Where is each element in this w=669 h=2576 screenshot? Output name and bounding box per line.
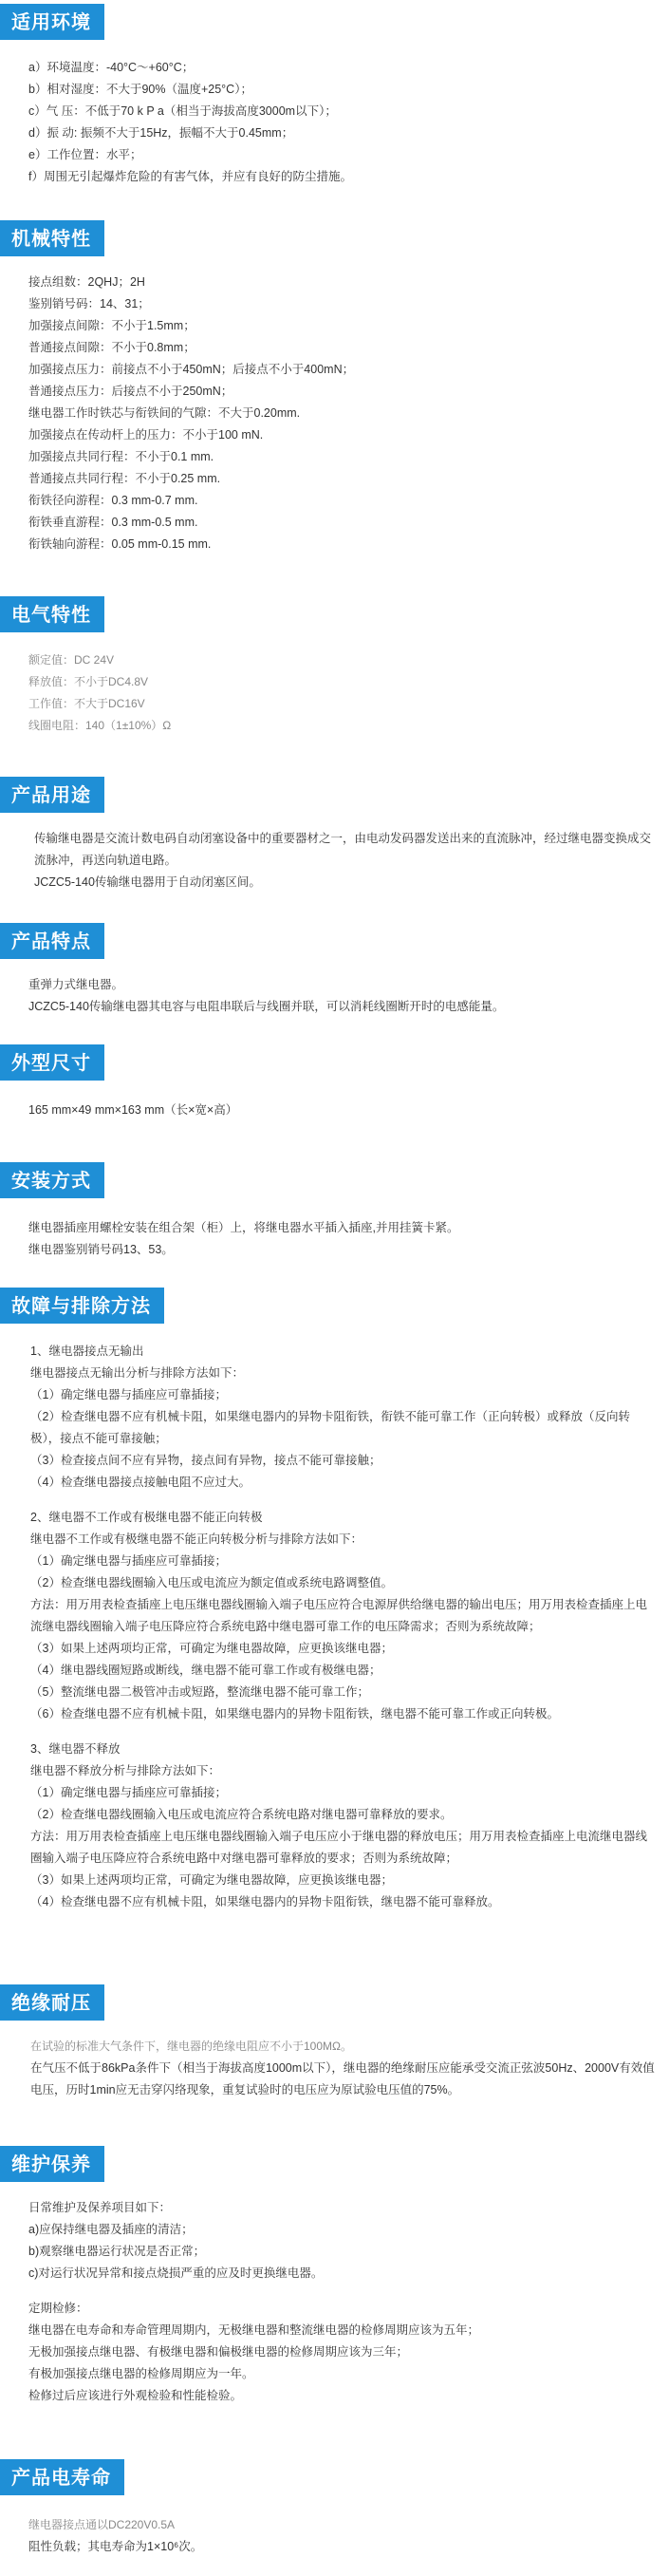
text-line: 继电器接点无输出分析与排除方法如下： <box>30 1366 245 1380</box>
text-line: 有极加强接点继电器的检修周期应为一年。 <box>28 2367 254 2380</box>
spacer <box>28 2285 658 2298</box>
section-title: 绝缘耐压 <box>0 1984 104 2021</box>
text-line: 165 mm×49 mm×163 mm（长×宽×高） <box>28 1103 238 1117</box>
text-line: （5）整流继电器二极管冲击或短路，整流继电器不能可靠工作； <box>30 1685 369 1699</box>
text-line: 继电器不释放分析与排除方法如下： <box>30 1764 221 1777</box>
text-line: 方法：用万用表检查插座上电压继电器线圈输入端子电压应小于继电器的释放电压；用万用表检查插座上电流继电器线圈输入端子电压降应符合系统电路中对继电器可靠释放的要求；否则为系统故障； <box>30 1830 648 1865</box>
text-line: 3、继电器不释放 <box>30 1742 121 1756</box>
text-line: 继电器不工作或有极继电器不能正向转极分析与排除方法如下： <box>30 1532 363 1546</box>
section-title: 产品特点 <box>0 923 104 959</box>
text-line: （1）确定继电器与插座应可靠插接； <box>30 1388 227 1401</box>
text-line: （2）检查继电器线圈输入电压或电流应为额定值或系统电路调整值。 <box>30 1576 393 1589</box>
text-line: b)观察继电器运行状况是否正常； <box>28 2245 206 2258</box>
text-line: a）环境温度：-40°C～+60°C； <box>28 61 195 74</box>
text-line: 继电器鉴别销号码13、53。 <box>28 1243 174 1256</box>
text-line: （4）检查继电器不应有机械卡阻，如果继电器内的异物卡阻衔铁，继电器不能可靠释放。 <box>30 1895 500 1908</box>
text-line: 衔铁径向游程：0.3 mm-0.7 mm. <box>28 494 198 507</box>
text-line: b）相对湿度：不大于90%（温度+25°C）； <box>28 83 252 96</box>
text-line: 重弹力式继电器。 <box>28 978 124 991</box>
text-line: 普通接点压力：后接点不小于250mN； <box>28 385 233 398</box>
text-line: 加强接点间隙：不小于1.5mm； <box>28 319 195 332</box>
text-line: 无极加强接点继电器、有极继电器和偏极继电器的检修周期应该为三年； <box>28 2345 409 2359</box>
text-line: 传输继电器是交流计数电码自动闭塞设备中的重要器材之一，由电动发码器发送出来的直流脉冲，经过继电器变换成交流脉冲，再送向轨道电路。 <box>34 832 652 867</box>
section-body <box>28 1217 658 1261</box>
text-line: 接点组数：2QHJ；2H <box>28 275 145 289</box>
section-body <box>28 649 658 737</box>
text-line: 衔铁垂直游程：0.3 mm-0.5 mm. <box>28 516 198 529</box>
text-line: （3）如果上述两项均正常，可确定为继电器故障，应更换该继电器； <box>30 1873 393 1887</box>
text-line: e）工作位置：水平； <box>28 148 142 161</box>
text-line: 线圈电阻：140（1±10%）Ω <box>28 719 172 732</box>
text-line: 鉴别销号码：14、31； <box>28 297 150 310</box>
text-line: （2）检查继电器不应有机械卡阻，如果继电器内的异物卡阻衔铁，衔铁不能可靠工作（正向转极）或释放（反向转极），接点不能可靠接触； <box>30 1410 630 1445</box>
text-line: 加强接点在传动杆上的压力：不小于100 mN. <box>28 428 264 442</box>
text-line: （2）检查继电器线圈输入电压或电流应符合系统电路对继电器可靠释放的要求。 <box>30 1808 453 1821</box>
text-line: （4）检查继电器接点接触电阻不应过大。 <box>30 1476 251 1489</box>
text-line: 在试验的标准大气条件下，继电器的绝缘电阻应不小于100MΩ。 <box>30 2040 352 2053</box>
text-line: 2、继电器不工作或有极继电器不能正向转极 <box>30 1511 263 1524</box>
section-title: 故障与排除方法 <box>0 1288 164 1324</box>
text-line: 在气压不低于86kPa条件下（相当于海拔高度1000m以下），继电器的绝缘耐压应能承受交流正弦波50Hz、2000V有效值电压，历时1min应无击穿闪络现象，重复试验时的电压应为原试验电压值的75%。 <box>30 2061 655 2097</box>
text-line: d）振 动: 振频不大于15Hz，振幅不大于0.45mm； <box>28 126 294 140</box>
text-line: （1）确定继电器与插座应可靠插接； <box>30 1554 227 1568</box>
section-title: 安装方式 <box>0 1162 104 1198</box>
section-body <box>30 1341 656 1913</box>
text-line: 工作值：不大于DC16V <box>28 697 145 710</box>
text-line: a)应保持继电器及插座的清洁； <box>28 2223 194 2236</box>
section-title: 机械特性 <box>0 220 104 256</box>
text-line: 继电器插座用螺栓安装在组合架（柜）上，将继电器水平插入插座,并用挂簧卡紧。 <box>28 1221 459 1234</box>
section-body <box>28 272 658 555</box>
text-line: 普通接点共同行程：不小于0.25 mm. <box>28 472 221 485</box>
text-line: 继电器在电寿命和寿命管理周期内，无极继电器和整流继电器的检修周期应该为五年； <box>28 2323 480 2337</box>
spacer <box>30 1494 656 1507</box>
text-line: c)对运行状况异常和接点烧损严重的应及时更换继电器。 <box>28 2266 324 2280</box>
text-line: 阻性负载；其电寿命为1×10⁶次。 <box>28 2540 203 2553</box>
section-body <box>28 2197 658 2407</box>
text-line: （1）确定继电器与插座应可靠插接； <box>30 1786 227 1799</box>
section-body <box>28 1100 658 1121</box>
text-line: （4）继电器线圈短路或断线，继电器不能可靠工作或有极继电器； <box>30 1664 381 1677</box>
text-line: （6）检查继电器不应有机械卡阻，如果继电器内的异物卡阻衔铁，继电器不能可靠工作或正向转极。 <box>30 1707 559 1720</box>
section-body <box>30 2036 656 2101</box>
text-line: 继电器接点通以DC220V0.5A <box>28 2518 176 2531</box>
text-line: 日常维护及保养项目如下： <box>28 2201 172 2214</box>
text-line: （3）如果上述两项均正常，可确定为继电器故障，应更换该继电器； <box>30 1642 393 1655</box>
text-line: f）周围无引起爆炸危险的有害气体，并应有良好的防尘措施。 <box>28 170 352 183</box>
text-line: 检修过后应该进行外观检验和性能检验。 <box>28 2389 243 2402</box>
text-line: 释放值：不小于DC4.8V <box>28 675 149 688</box>
text-line: 普通接点间隙：不小于0.8mm； <box>28 341 195 354</box>
text-line: c）气 压：不低于70 k P a（相当于海拔高度3000m以下）； <box>28 104 337 118</box>
text-line: 衔铁轴向游程：0.05 mm-0.15 mm. <box>28 537 212 551</box>
section-title: 产品用途 <box>0 777 104 813</box>
spacer <box>30 1725 656 1739</box>
text-line: （3）检查接点间不应有异物，接点间有异物，接点不能可靠接触； <box>30 1454 381 1467</box>
text-line: 加强接点压力：前接点不小于450mN；后接点不小于400mN； <box>28 363 355 376</box>
text-line: 继电器工作时铁芯与衔铁间的气隙：不大于0.20mm. <box>28 406 301 420</box>
section-body <box>28 2514 658 2558</box>
text-line: 方法：用万用表检查插座上电压继电器线圈输入端子电压应符合电源屏供给继电器的输出电压；用万用表检查插座上电流继电器线圈输入端子电压降应符合系统电路中继电器可靠工作的电压降需求；否则为系统故障； <box>30 1598 648 1633</box>
section-title: 外型尺寸 <box>0 1044 104 1081</box>
section-title: 维护保养 <box>0 2146 104 2182</box>
text-line: 加强接点共同行程：不小于0.1 mm. <box>28 450 214 463</box>
section-body <box>28 57 658 188</box>
section-body <box>28 974 658 1018</box>
text-line: 定期检修： <box>28 2302 88 2315</box>
text-line: 1、继电器接点无输出 <box>30 1344 144 1358</box>
section-title: 适用环境 <box>0 4 104 40</box>
section-body <box>34 828 656 893</box>
text-line: 额定值：DC 24V <box>28 653 115 667</box>
section-title: 产品电寿命 <box>0 2459 124 2495</box>
text-line: JCZC5-140传输继电器其电容与电阻串联后与线圈并联，可以消耗线圈断开时的电感能量。 <box>28 1000 505 1013</box>
text-line: JCZC5-140传输继电器用于自动闭塞区间。 <box>34 875 261 889</box>
section-title: 电气特性 <box>0 596 104 632</box>
